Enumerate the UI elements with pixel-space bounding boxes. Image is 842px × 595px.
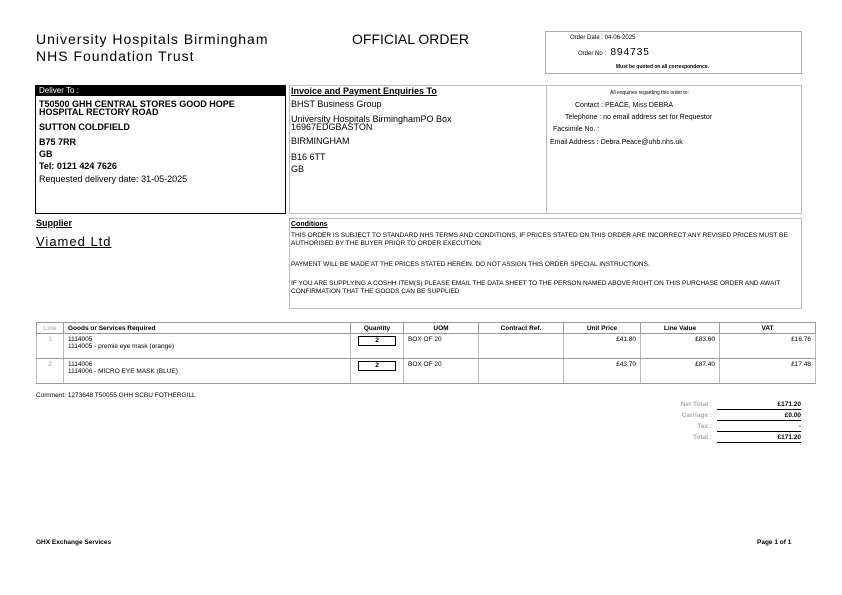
org-name-line2: NHS Foundation Trust <box>36 48 195 64</box>
enquiries-telephone: Telephone : no email address set for Requestor <box>565 114 713 121</box>
row-uom: BOX OF 20 <box>404 359 479 384</box>
row-line-number: 1 <box>37 334 64 359</box>
row-goods <box>64 359 351 384</box>
row-quantity-cell <box>351 334 404 359</box>
deliver-phone: Tel: 0121 424 7626 <box>39 161 117 171</box>
carriage-value: £0.00 <box>717 412 801 421</box>
table-header-row <box>37 323 816 334</box>
supplier-name: Viamed Ltd <box>36 234 112 249</box>
enquiries-heading: All enquiries regarding this order to: <box>610 90 689 96</box>
enquiries-fax: Facsimile No. : <box>553 126 600 133</box>
order-comment: Comment: 1273648 T50055 GHH SCBU FOTHERGILL <box>36 392 196 399</box>
invoice-divider <box>546 86 547 213</box>
order-lines-table <box>36 322 816 384</box>
col-contract: Contract Ref. <box>479 323 564 334</box>
invoice-line-1: BHST Business Group <box>291 99 382 109</box>
deliver-line-4: B75 7RR <box>39 137 77 147</box>
row-description: 1114005 - premie eye mask (orange) <box>68 343 174 350</box>
tax-value: - <box>717 423 801 432</box>
order-info-box <box>545 31 802 74</box>
footer-provider: GHX Exchange Services <box>36 539 112 546</box>
order-number-row <box>578 46 650 59</box>
total-label: Total : <box>692 434 712 441</box>
row-vat: £17.48 <box>720 359 816 384</box>
deliver-to-box <box>35 85 286 214</box>
deliver-line-2: HOSPITAL RECTORY ROAD <box>39 107 159 117</box>
enquiries-email: Email Address : Debra.Peace@uhb.nhs.uk <box>550 139 683 146</box>
row-description: 1114006 - MICRO EYE MASK (BLUE) <box>68 368 178 375</box>
conditions-box <box>289 218 802 309</box>
invoice-enquiries-box <box>289 85 802 214</box>
invoice-line-5: B16 6TT <box>291 152 326 162</box>
row-unit-price: £43.70 <box>564 359 641 384</box>
row-code: 1114006 <box>68 361 93 368</box>
order-date: Order Date : 04-06-2025 <box>570 35 636 41</box>
row-quantity: 2 <box>358 336 396 346</box>
row-contract <box>479 359 564 384</box>
deliver-line-3: SUTTON COLDFIELD <box>39 122 130 132</box>
page-number: Page 1 of 1 <box>757 539 792 546</box>
deliver-line-5: GB <box>39 149 53 159</box>
row-line-number: 2 <box>37 359 64 384</box>
row-quantity: 2 <box>358 361 396 371</box>
document-title: OFFICIAL ORDER <box>352 31 469 47</box>
row-contract <box>479 334 564 359</box>
row-line-value: £83.60 <box>641 334 720 359</box>
order-number-label: Order No : <box>578 51 607 57</box>
row-goods <box>64 334 351 359</box>
invoice-line-3: 16967EDGBASTON <box>291 122 373 132</box>
requested-delivery-date: Requested delivery date: 31-05-2025 <box>39 174 188 184</box>
deliver-line-1: T50500 GHH CENTRAL STORES GOOD HOPE <box>39 99 235 109</box>
col-line: Line <box>37 323 64 334</box>
conditions-para-1: THIS ORDER IS SUBJECT TO STANDARD NHS TERMS AND CONDITIONS. IF PRICES STATED ON THIS ORDER ARE INCORRECT ANY REVISED PRICES MUST BE AUTHORISED BY THE BUYER PRIOR TO ORDER EXECUTION. <box>291 232 788 247</box>
total-value: £171.20 <box>717 434 801 443</box>
table-row <box>37 334 816 359</box>
col-quantity: Quantity <box>351 323 404 334</box>
row-unit-price: £41.80 <box>564 334 641 359</box>
invoice-line-6: GB <box>291 164 305 174</box>
net-total-value: £171.20 <box>717 401 801 410</box>
invoice-line-2: University Hospitals BirminghamPO Box <box>291 114 452 124</box>
org-name-line1: University Hospitals Birmingham <box>36 31 269 47</box>
row-vat: £16.76 <box>720 334 816 359</box>
conditions-heading: Conditions <box>291 221 328 228</box>
invoice-line-4: BIRMINGHAM <box>291 136 350 146</box>
conditions-para-2: PAYMENT WILL BE MADE AT THE PRICES STATED HEREIN. DO NOT ASSIGN THIS ORDER SPECIAL INSTRUCTIONS. <box>291 261 650 268</box>
supplier-heading: Supplier <box>36 218 73 228</box>
row-uom: BOX OF 20 <box>404 334 479 359</box>
quote-note: Must be quoted on all correspondence. <box>616 64 710 70</box>
col-line-value: Line Value <box>641 323 720 334</box>
conditions-para-3: IF YOU ARE SUPPLYING A COSHH ITEM(S) PLEASE EMAIL THE DATA SHEET TO THE PERSON NAMED ABOVE RIGHT ON THIS PURCHASE ORDER AND AWAIT CONFIRMATION THAT THE GOODS CAN BE SUPPLIED <box>291 280 781 295</box>
invoice-heading: Invoice and Payment Enquiries To <box>291 86 437 96</box>
deliver-to-heading: Deliver To : <box>36 86 285 96</box>
col-unit-price: Unit Price <box>564 323 641 334</box>
net-total-label: Net Total : <box>680 401 712 408</box>
tax-label: Tax : <box>697 423 712 430</box>
enquiries-contact: Contact : PEACE, Miss DEBRA <box>575 102 674 109</box>
col-vat: VAT <box>720 323 816 334</box>
row-quantity-cell <box>351 359 404 384</box>
order-number: 894735 <box>610 47 650 58</box>
row-line-value: £87.40 <box>641 359 720 384</box>
carriage-label: Carriage : <box>681 412 712 419</box>
col-goods: Goods or Services Required <box>64 323 351 334</box>
table-row <box>37 359 816 384</box>
col-uom: UOM <box>404 323 479 334</box>
row-code: 1114005 <box>68 336 93 343</box>
